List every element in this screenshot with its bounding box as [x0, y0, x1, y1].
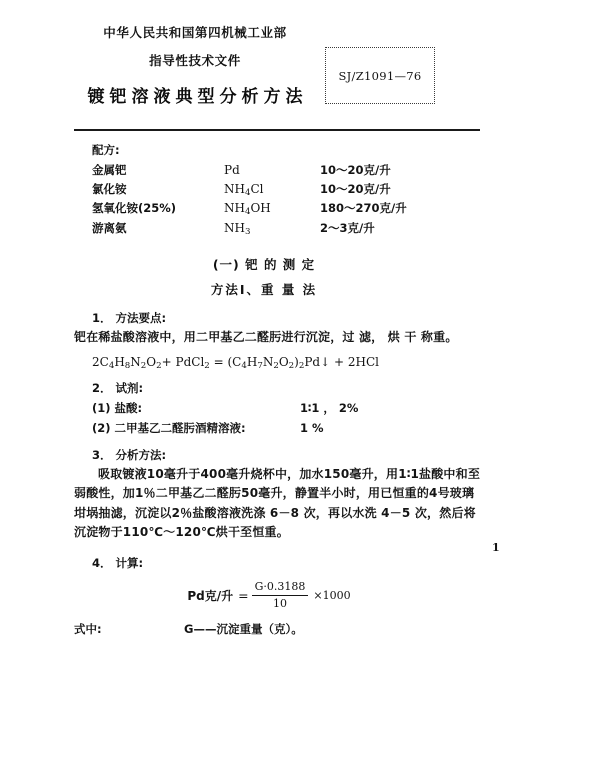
component-name: 游离氨	[92, 221, 127, 236]
table-row	[92, 199, 407, 219]
where-definition	[74, 621, 504, 637]
component-symbol: $NH_3$	[224, 221, 251, 238]
list-item	[92, 418, 358, 438]
fraction	[252, 580, 309, 611]
reagent-value: 1∶1 ， 2%	[300, 401, 359, 415]
fraction-numerator: G·0.3188	[252, 580, 309, 596]
component-name: 金属钯	[92, 162, 127, 177]
reaction-equation: $2C_4H_8N_2O_2+$ PdCl$_2$ = $(C_4H_7N_2O_2)_2Pd↓ + 2HCl$	[92, 355, 379, 371]
page-title: 镀钯溶液典型分析方法	[87, 87, 308, 107]
component-symbol: Pd	[224, 162, 240, 177]
equals-sign: =	[238, 587, 249, 603]
principle-text: 钯在稀盐酸溶液中，用二甲基乙二醛肟进行沉淀，过 滤， 烘 干 称重。	[74, 329, 458, 344]
reagent-name: (2) 二甲基乙二醛肟酒精溶液:	[92, 421, 246, 435]
component-symbol: $NH_4OH$	[224, 201, 271, 218]
calculation-lhs: Pd克/升	[187, 588, 234, 603]
procedure-number-label: 3． 分析方法:	[92, 448, 167, 462]
procedure-text: 吸取镀液10毫升于400毫升烧杯中，加水150毫升，用1∶1盐酸中和至弱酸性，加1％二甲基乙二醛肟50毫升，静置半小时，用已恒重的4号玻璃坩埚抽滤，沉淀以2％盐酸溶液洗涤 6－8 次，再以水洗 4－5 次，然后将沉淀物于110℃～120℃烘干至恒重。	[74, 467, 481, 540]
standard-number-box	[325, 47, 435, 104]
section-heading: (一) 钯 的 测 定	[212, 256, 316, 272]
reagents-table	[92, 398, 358, 438]
masthead	[70, 26, 320, 69]
calculation-multiplier: ×1000	[313, 588, 351, 602]
document-body	[74, 142, 504, 637]
formula-table	[92, 160, 407, 239]
reagents-number-label: 2． 试剂:	[92, 381, 144, 395]
component-value: 10～20克/升	[320, 162, 391, 177]
principle-number-label: 1． 方法要点:	[92, 310, 167, 325]
component-value: 2～3克/升	[320, 221, 375, 236]
where-label: 式中:	[74, 622, 102, 637]
issuing-ministry: 中华人民共和国第四机械工业部	[103, 25, 287, 40]
fraction-denominator: 10	[273, 596, 288, 610]
page-number: 1	[492, 541, 500, 554]
header-divider	[74, 129, 480, 131]
method-heading: 方法I、重 量 法	[210, 281, 318, 297]
table-row	[92, 160, 407, 179]
where-text: G——沉淀重量（克）。	[184, 622, 303, 637]
reagent-name: (1) 盐酸:	[92, 401, 143, 415]
document-kind: 指导性技术文件	[149, 52, 241, 68]
component-value: 180～270克/升	[320, 201, 407, 216]
formula-label: 配方:	[92, 143, 120, 157]
component-value: 10～20克/升	[320, 181, 391, 196]
reagent-value: 1 %	[300, 421, 324, 435]
calculation-formula	[74, 580, 464, 611]
component-name: 氢氧化铵(25%)	[92, 201, 177, 216]
standard-number: SJ/Z1091—76	[338, 68, 422, 83]
list-item	[92, 398, 358, 418]
component-symbol: $NH_4Cl$	[224, 181, 264, 198]
calculation-number-label: 4． 计算:	[92, 555, 144, 570]
component-name: 氯化铵	[92, 181, 127, 196]
table-row	[92, 219, 407, 239]
table-row	[92, 179, 407, 199]
